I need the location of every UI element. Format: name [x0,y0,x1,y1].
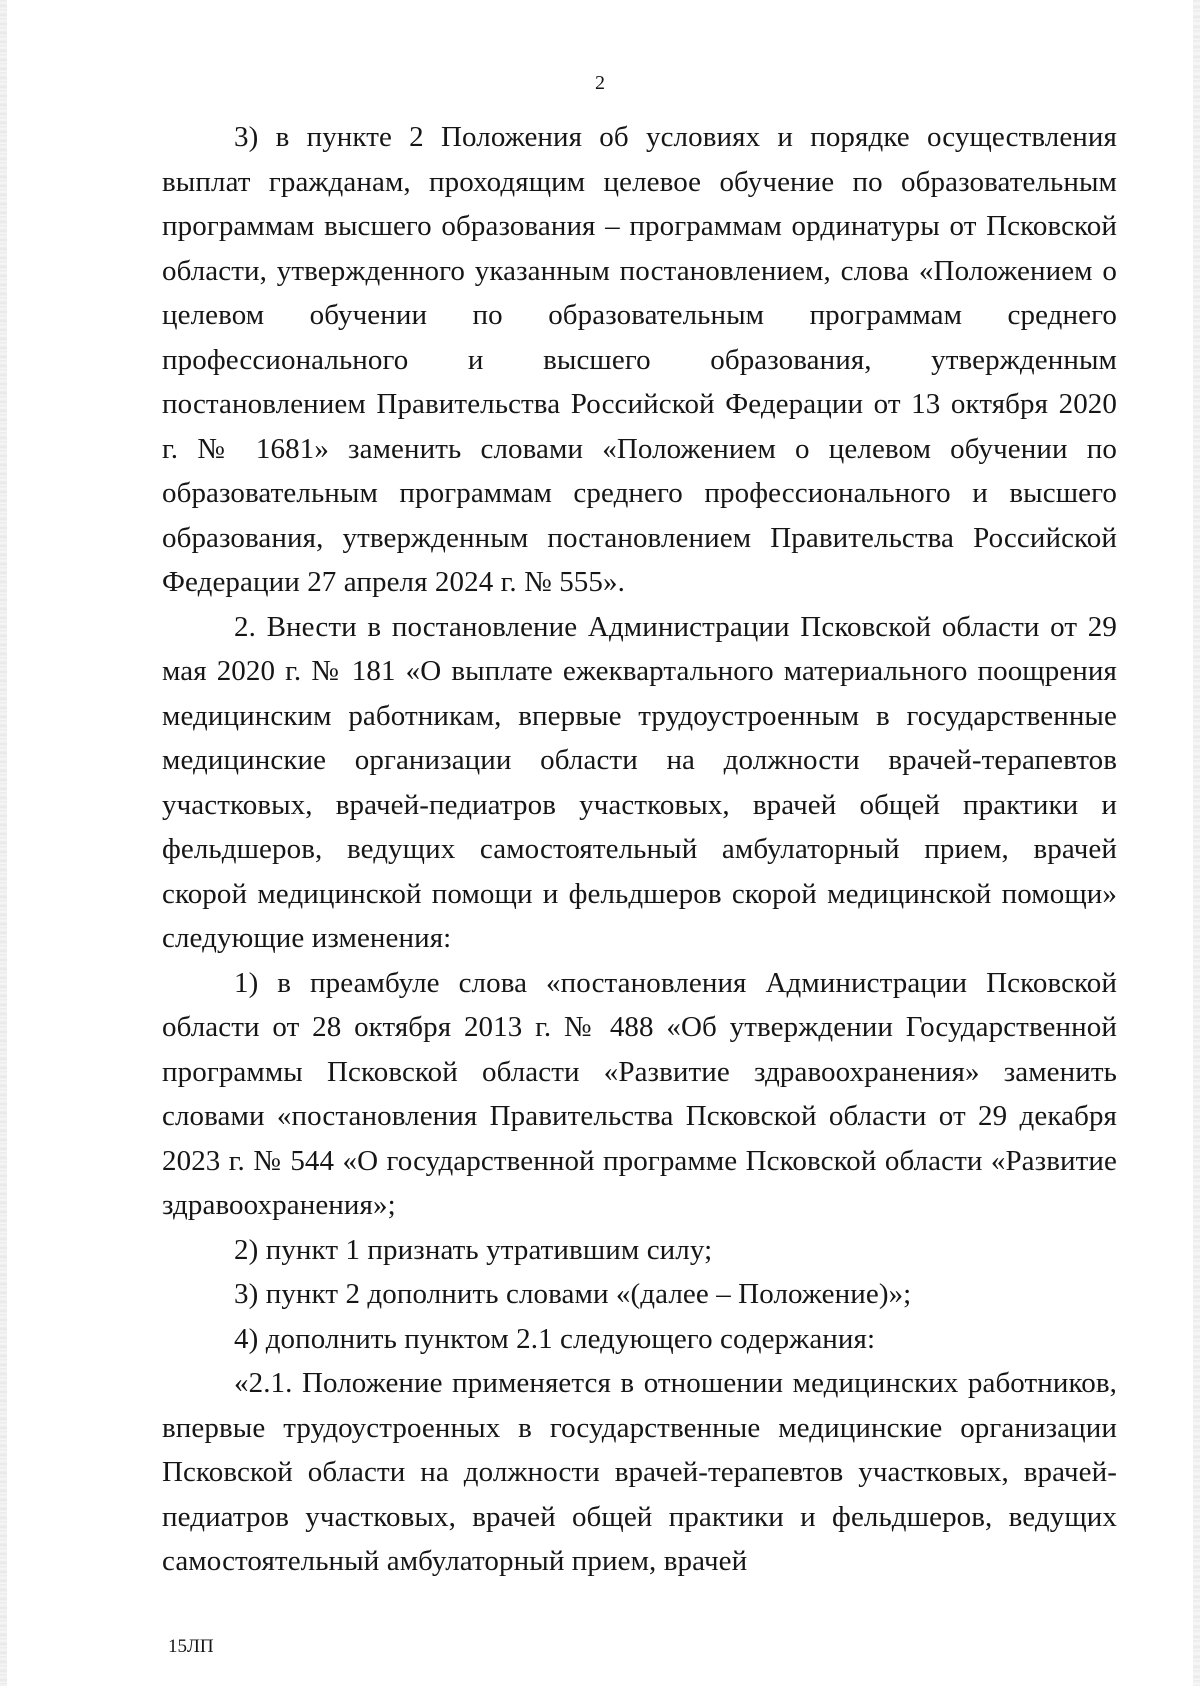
paragraph-amendment-1: 1) в преамбуле слова «постановления Администрации Псковской области от 28 октября 2013 г. № 488 «Об утверждении Государственной программы Псковской области «Развитие здравоохранения» заменить словами «постановления Правительства Псковской области от 29 декабря 2023 г. № 544 «О государственной программе Псковской области «Развитие здравоохранения»; [162,966,1117,1221]
paragraph-amendment-2: 2) пункт 1 признать утратившим силу; [234,1233,713,1266]
paragraph-amendment-4: 4) дополнить пунктом 2.1 следующего содержания: [234,1322,876,1355]
footer-code: 15ЛП [168,1636,214,1657]
document-body [162,115,1117,1584]
paragraph-amendment-3: 3) в пункте 2 Положения об условиях и порядке осуществления выплат гражданам, проходящим целевое обучение по образовательным программам высшего образования – программам ординатуры от Псковской области, утвержденного указанным постановлением, слова «Положением о целевом обучении по образовательным программам среднего профессионального и высшего образования, утвержденным постановлением Правительства Российской Федерации от 13 октября 2020 г. № 1681» заменить словами «Положением о целевом обучении по образовательным программам среднего профессионального и высшего образования, утвержденным постановлением Правительства Российской Федерации 27 апреля 2024 г. № 555». [162,121,1117,598]
scan-edge-left [0,0,7,1686]
paragraph-amendment-3b: 3) пункт 2 дополнить словами «(далее – Положение)»; [234,1278,912,1310]
paragraph-clause-2-1: «2.1. Положение применяется в отношении медицинских работников, впервые трудоустроенных в государственные медицинские организации Псковской области на должности врачей-терапевтов участковых, врачей-педиатров участковых, врачей общей практики и фельдшеров, ведущих самостоятельный амбулаторный прием, врачей [162,1367,1117,1577]
page-number: 2 [595,72,605,94]
scan-edge-right [1193,0,1200,1686]
paragraph-section-2: 2. Внести в постановление Администрации Псковской области от 29 мая 2020 г. № 181 «О выплате ежеквартального материального поощрения медицинским работникам, впервые трудоустроенным в государственные медицинские организации области на должности врачей-терапевтов участковых, врачей-педиатров участковых, врачей общей практики и фельдшеров, ведущих самостоятельный амбулаторный прием, врачей скорой медицинской помощи и фельдшеров скорой медицинской помощи» следующие изменения: [162,610,1117,954]
